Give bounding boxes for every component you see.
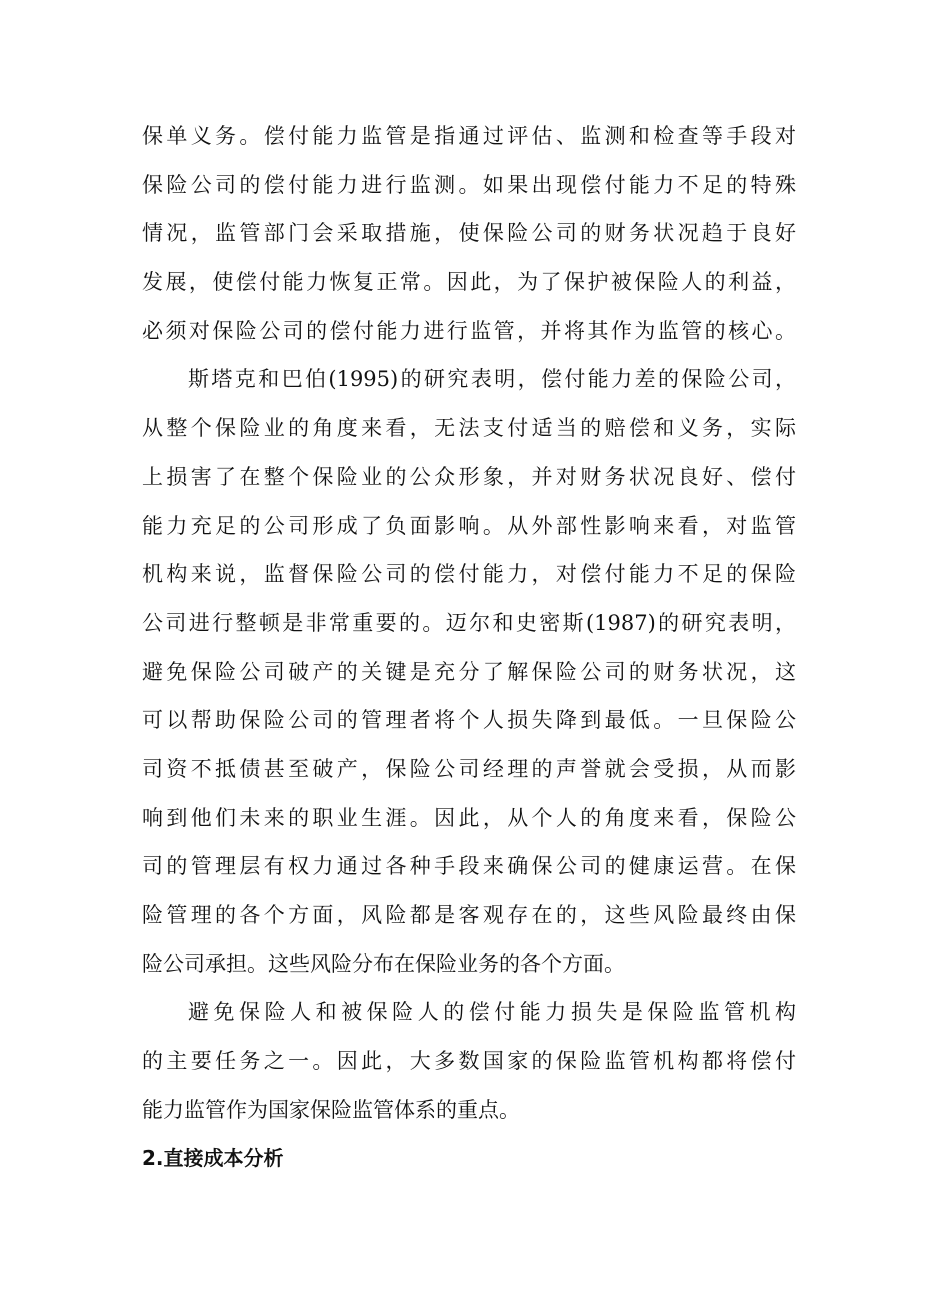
text-line: 斯塔克和巴伯(1995)的研究表明，偿付能力差的保险公司， — [188, 367, 796, 392]
paragraph-1 — [142, 112, 796, 355]
document-body — [142, 112, 796, 1183]
text-line: 保险公司的偿付能力进行监测。如果出现偿付能力不足的特殊 — [142, 172, 796, 197]
text-line: 避免保险公司破产的关键是充分了解保险公司的财务状况，这 — [142, 659, 796, 684]
text-line: 公司进行整顿是非常重要的。迈尔和史密斯(1987)的研究表明， — [142, 610, 796, 635]
text-line: 避免保险人和被保险人的偿付能力损失是保险监管机构 — [188, 1000, 796, 1025]
text-line: 情况，监管部门会采取措施，使保险公司的财务状况趋于良好 — [142, 221, 796, 246]
text-line: 响到他们未来的职业生涯。因此，从个人的角度来看，保险公 — [142, 805, 796, 830]
text-line: 司的管理层有权力通过各种手段来确保公司的健康运营。在保 — [142, 854, 796, 879]
text-line: 司资不抵债甚至破产，保险公司经理的声誉就会受损，从而影 — [142, 756, 796, 781]
text-line: 从整个保险业的角度来看，无法支付适当的赔偿和义务，实际 — [142, 416, 796, 441]
text-line: 上损害了在整个保险业的公众形象，并对财务状况良好、偿付 — [142, 464, 796, 489]
text-line: 必须对保险公司的偿付能力进行监管，并将其作为监管的核心。 — [142, 318, 796, 343]
text-line: 能力监管作为国家保险监管体系的重点。 — [142, 1097, 520, 1122]
text-line: 的主要任务之一。因此，大多数国家的保险监管机构都将偿付 — [142, 1049, 796, 1074]
text-line: 险公司承担。这些风险分布在保险业务的各个方面。 — [142, 951, 625, 976]
paragraph-3 — [142, 988, 796, 1134]
section-heading: 2.直接成本分析 — [142, 1146, 284, 1171]
text-line: 机构来说，监督保险公司的偿付能力，对偿付能力不足的保险 — [142, 562, 796, 587]
text-line: 保单义务。偿付能力监管是指通过评估、监测和检查等手段对 — [142, 124, 796, 148]
text-line: 发展，使偿付能力恢复正常。因此，为了保护被保险人的利益， — [142, 270, 796, 295]
text-line: 可以帮助保险公司的管理者将个人损失降到最低。一旦保险公 — [142, 708, 796, 733]
paragraph-2 — [142, 355, 796, 988]
text-line: 能力充足的公司形成了负面影响。从外部性影响来看，对监管 — [142, 513, 796, 538]
text-line: 险管理的各个方面，风险都是客观存在的，这些风险最终由保 — [142, 903, 796, 927]
